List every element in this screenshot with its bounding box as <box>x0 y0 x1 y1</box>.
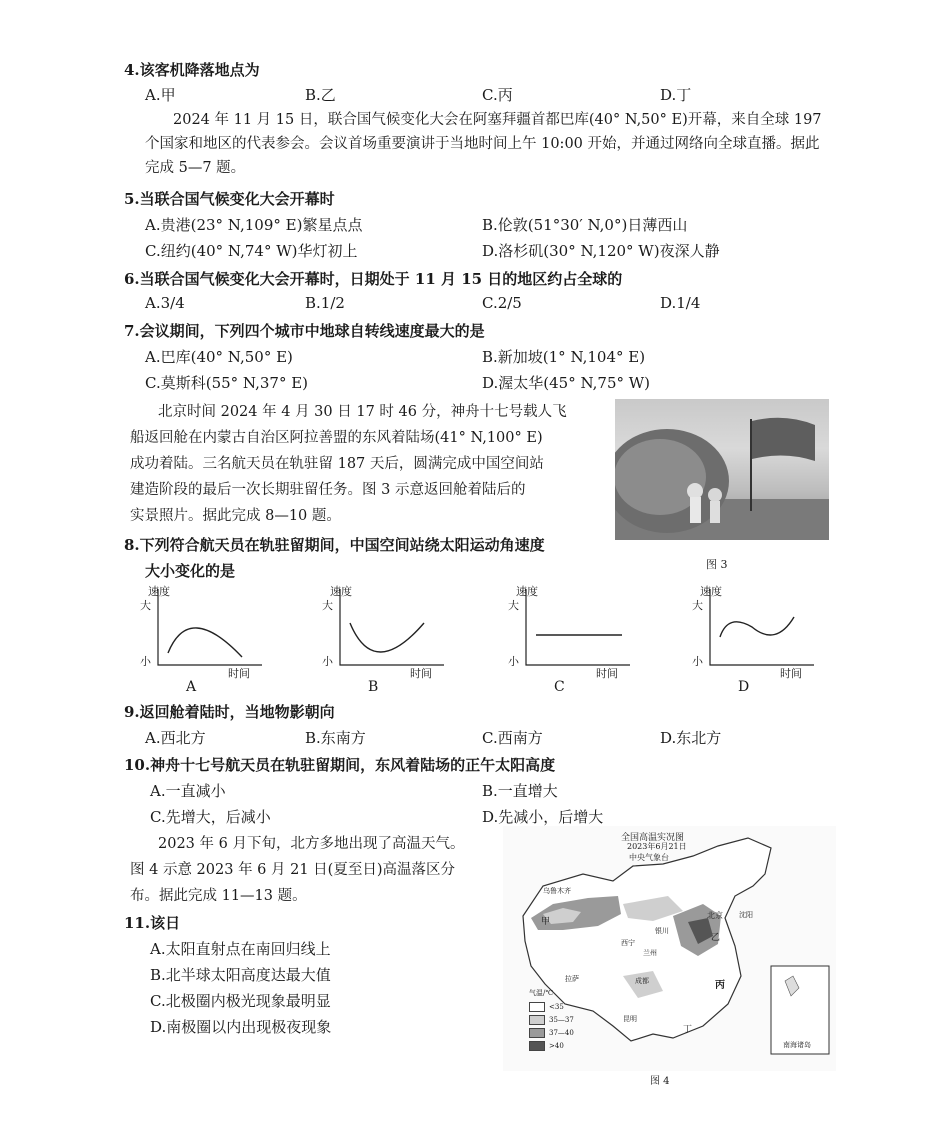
q6-option-a: A.3/4 <box>145 294 185 312</box>
return-capsule-photo <box>615 399 829 540</box>
figure-4-caption: 图 4 <box>650 1076 670 1087</box>
q9-stem: 9.返回舱着陆时，当地物影朝向 <box>124 703 335 721</box>
map-city-urumqi: 乌鲁木齐 <box>543 887 571 895</box>
map-point-ding: 丁 <box>683 1025 693 1035</box>
q10-stem: 10.神舟十七号航天员在轨驻留期间，东风着陆场的正午太阳高度 <box>124 756 556 774</box>
q6-option-c: C.2/5 <box>482 294 522 312</box>
intro-8-10-line5: 实景照片。据此完成 8—10 题。 <box>130 508 341 524</box>
q7-option-c: C.莫斯科(55° N,37° E) <box>145 374 309 392</box>
chart-ylabel: 速度 <box>516 585 538 598</box>
map-city-xining: 西宁 <box>621 939 635 947</box>
chart-option-letter: C <box>554 679 565 695</box>
q10-option-a: A.一直减小 <box>150 782 226 800</box>
q4-option-a: A.甲 <box>145 86 176 104</box>
intro-11-13-line2: 图 4 示意 2023 年 6 月 21 日(夏至日)高温落区分 <box>130 862 455 878</box>
chart-option-letter: D <box>738 679 750 695</box>
q4-option-d: D.丁 <box>660 86 692 104</box>
intro-11-13-line3: 布。据此完成 11—13 题。 <box>130 888 307 904</box>
chart-ymax-label: 大 <box>322 599 333 612</box>
legend-item <box>529 1013 574 1026</box>
map-org: 中央气象台 <box>629 853 669 862</box>
q8-stem-line2: 大小变化的是 <box>145 562 236 580</box>
map-point-yi: 乙 <box>711 933 721 943</box>
q11-option-d: D.南极圈以内出现极夜现象 <box>150 1018 332 1036</box>
q9-option-c: C.西南方 <box>482 729 543 747</box>
intro-5-7: 2024 年 11 月 15 日，联合国气候变化大会在阿塞拜疆首都巴库(40° N,50° E)开幕，来自全球 197 个国家和地区的代表参会。会议首场重要演讲于当地时间上午 10:00 开始，并通过网络向全球直播。据此完成 5—7 题。 <box>145 112 822 176</box>
chart-axes <box>526 589 630 665</box>
map-city-lanzhou: 兰州 <box>643 949 657 957</box>
intro-8-10-line3: 成功着陆。三名航天员在轨驻留 187 天后，圆满完成中国空间站 <box>130 456 544 472</box>
legend-swatch <box>529 1015 545 1025</box>
q11-option-c: C.北极圈内极光现象最明显 <box>150 992 331 1010</box>
chart-plot <box>522 587 632 677</box>
chart-ymin-label: 小 <box>322 655 333 668</box>
legend-item <box>529 1000 574 1013</box>
map-inset-label: 南海诸岛 <box>783 1041 811 1049</box>
intro-8-10-line4: 建造阶段的最后一次长期驻留任务。图 3 示意返回舱着陆后的 <box>130 482 526 498</box>
q11-option-a: A.太阳直射点在南回归线上 <box>150 940 331 958</box>
q7-stem: 7.会议期间，下列四个城市中地球自转线速度最大的是 <box>124 322 485 340</box>
map-city-shenyang: 沈阳 <box>739 911 753 919</box>
legend-label: 35—37 <box>549 1015 574 1024</box>
chart-plot <box>706 587 816 677</box>
q9-option-b: B.东南方 <box>305 729 366 747</box>
map-date: 2023年6月21日 <box>627 842 687 851</box>
chart-ymax-label: 大 <box>692 599 703 612</box>
chart-axes <box>158 589 262 665</box>
intro-11-13-line1: 2023 年 6 月下旬，北方多地出现了高温天气。 <box>158 836 465 852</box>
q9-option-d: D.东北方 <box>660 729 722 747</box>
chart-curve <box>168 628 242 657</box>
map-city-beijing: 北京 <box>707 911 723 920</box>
map-city-chengdu: 成都 <box>635 977 649 985</box>
q4-stem: 4.该客机降落地点为 <box>124 61 260 79</box>
chart-xlabel: 时间 <box>410 667 432 680</box>
chart-option-letter: A <box>186 679 197 695</box>
q10-option-d: D.先减小，后增大 <box>482 808 604 826</box>
q6-option-d: D.1/4 <box>660 294 701 312</box>
q8-stem-line1: 8.下列符合航天员在轨驻留期间，中国空间站绕太阳运动角速度 <box>124 536 545 554</box>
legend-item <box>529 1026 574 1039</box>
high-temperature-map <box>503 826 836 1071</box>
chart-plot <box>336 587 446 677</box>
chart-curve <box>350 623 424 652</box>
chart-option-letter: B <box>368 679 379 695</box>
chart-xlabel: 时间 <box>228 667 250 680</box>
chart-ylabel: 速度 <box>330 585 352 598</box>
map-city-kunming: 昆明 <box>623 1015 637 1023</box>
chart-xlabel: 时间 <box>780 667 802 680</box>
map-legend <box>529 1000 574 1052</box>
q10-option-c: C.先增大，后减小 <box>150 808 271 826</box>
legend-label: >40 <box>549 1041 564 1050</box>
intro-8-10-line2: 船返回舱在内蒙古自治区阿拉善盟的东风着陆场(41° N,100° E) <box>130 430 543 446</box>
chart-plot <box>154 587 264 677</box>
q9-option-a: A.西北方 <box>145 729 206 747</box>
intro-8-10-line1: 北京时间 2024 年 4 月 30 日 17 时 46 分，神舟十七号载人飞 <box>158 404 567 420</box>
q4-option-c: C.丙 <box>482 86 513 104</box>
chart-ymax-label: 大 <box>508 599 519 612</box>
q7-option-b: B.新加坡(1° N,104° E) <box>482 348 646 366</box>
chart-ylabel: 速度 <box>700 585 722 598</box>
chart-ymin-label: 小 <box>508 655 519 668</box>
legend-label: <35 <box>549 1002 564 1011</box>
q7-option-d: D.渥太华(45° N,75° W) <box>482 374 651 392</box>
legend-swatch <box>529 1041 545 1051</box>
q5-option-a: A.贵港(23° N,109° E)繁星点点 <box>145 216 363 234</box>
map-point-jia: 甲 <box>541 917 551 927</box>
q11-option-b: B.北半球太阳高度达最大值 <box>150 966 331 984</box>
q11-stem: 11.该日 <box>124 914 181 932</box>
chart-axes <box>340 589 444 665</box>
legend-label: 37—40 <box>549 1028 574 1037</box>
q5-option-b: B.伦敦(51°30′ N,0°)日薄西山 <box>482 216 688 234</box>
q5-stem: 5.当联合国气候变化大会开幕时 <box>124 190 335 208</box>
chart-curve <box>720 617 794 637</box>
map-title: 全国高温实况图 <box>621 833 685 843</box>
chart-xlabel: 时间 <box>596 667 618 680</box>
map-city-yinchuan: 银川 <box>655 927 669 935</box>
legend-item <box>529 1039 574 1052</box>
chart-ymin-label: 小 <box>140 655 151 668</box>
q6-option-b: B.1/2 <box>305 294 345 312</box>
legend-swatch <box>529 1002 545 1012</box>
map-city-lhasa: 拉萨 <box>565 975 579 983</box>
chart-ymax-label: 大 <box>140 599 151 612</box>
q4-option-b: B.乙 <box>305 86 336 104</box>
chart-ylabel: 速度 <box>148 585 170 598</box>
figure-3-caption: 图 3 <box>706 558 728 571</box>
q5-option-d: D.洛杉矶(30° N,120° W)夜深人静 <box>482 242 720 260</box>
chart-ymin-label: 小 <box>692 655 703 668</box>
q5-option-c: C.纽约(40° N,74° W)华灯初上 <box>145 242 358 260</box>
map-point-bing: 丙 <box>715 980 725 991</box>
q10-option-b: B.一直增大 <box>482 782 558 800</box>
q6-stem: 6.当联合国气候变化大会开幕时，日期处于 11 月 15 日的地区约占全球的 <box>124 270 623 288</box>
legend-swatch <box>529 1028 545 1038</box>
q7-option-a: A.巴库(40° N,50° E) <box>145 348 293 366</box>
map-legend-title: 气温/℃ <box>529 989 554 997</box>
